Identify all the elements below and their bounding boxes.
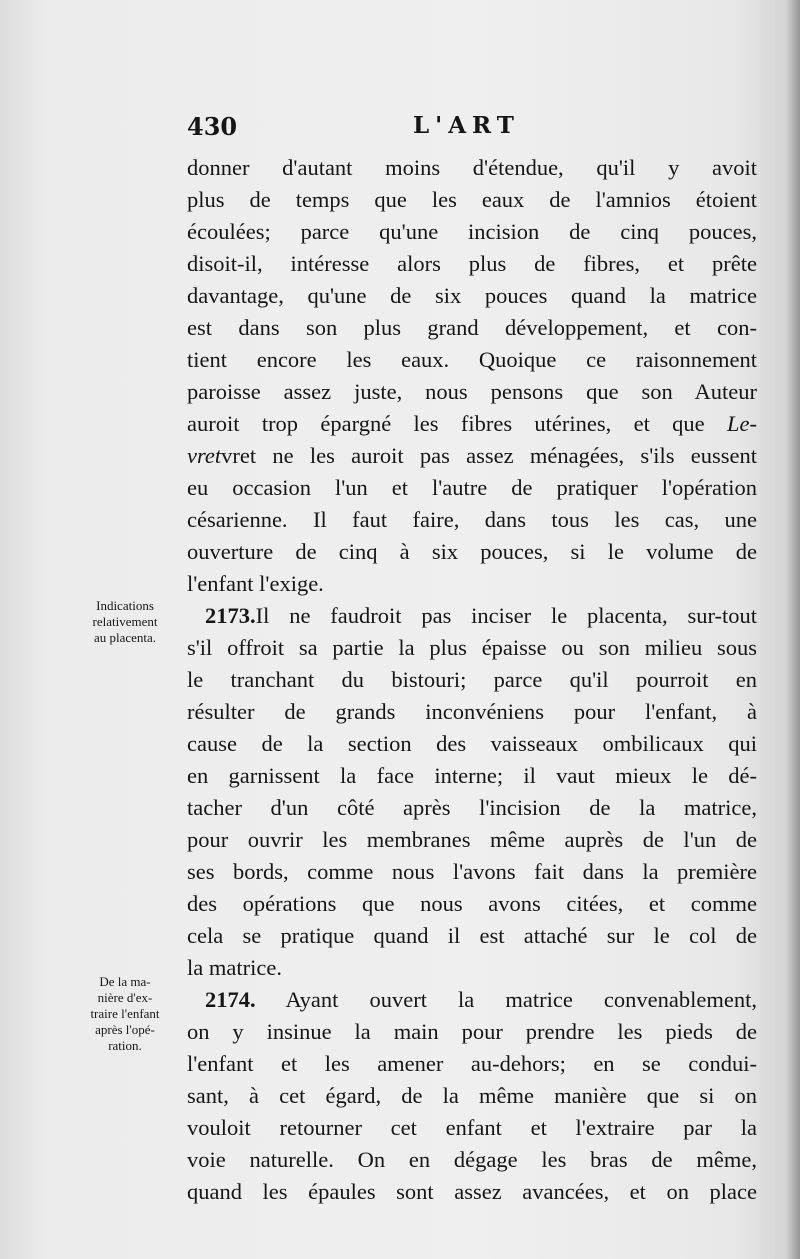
margin-note-line: traire l'enfant (90, 1006, 160, 1021)
page-number: 430 (187, 112, 238, 141)
text-line: cela se pratique quand il est attaché sur le col de (187, 923, 757, 948)
margin-note-line: nière d'ex- (97, 990, 153, 1005)
paragraph-2174-first-line (187, 984, 757, 1016)
text-line: donner d'autant moins d'étendue, qu'il y avoit (187, 155, 757, 180)
text-line: l'enfant et les amener au-dehors; en se condui- (187, 1051, 757, 1076)
text-line: l'enfant l'exige. (187, 571, 324, 596)
text-fragment: auroit trop épargné les fibres utérines, et que (187, 411, 705, 436)
text-line: cause de la section des vaisseaux ombilicaux qui (187, 731, 757, 756)
text-line: vouloit retourner cet enfant et l'extraire par la (187, 1115, 757, 1140)
text-line: écoulées; parce qu'une incision de cinq pouces, (187, 219, 757, 244)
text-line: paroisse assez juste, nous pensons que son Auteur (187, 379, 757, 404)
text-line: césarienne. Il faut faire, dans tous les cas, une (187, 507, 757, 532)
text-line: s'il offroit sa partie la plus épaisse ou son milieu sous (187, 635, 757, 660)
paragraph-2173-first-line (187, 600, 757, 632)
italic-author-name-cont: vret (187, 443, 222, 468)
margin-note-line: après l'opé- (95, 1022, 155, 1037)
text-fragment: Ayant ouvert la matrice convenablement, (285, 987, 757, 1012)
text-line: plus de temps que les eaux de l'amnios étoient (187, 187, 757, 212)
text-line: pour ouvrir les membranes même auprès de l'un de (187, 827, 757, 852)
text-line: tacher d'un côté après l'incision de la matrice, (187, 795, 757, 820)
text-line: quand les épaules sont assez avancées, et on place (187, 1179, 757, 1204)
text-fragment: vret ne les auroit pas assez ménagées, s'ils eussent (221, 443, 757, 468)
text-line: résulter de grands inconvéniens pour l'enfant, à (187, 699, 757, 724)
text-line-with-italic (187, 440, 757, 472)
text-line-with-italic (187, 408, 757, 440)
paragraph-number: 2173. (205, 603, 256, 628)
margin-note-line: au placenta. (93, 630, 157, 645)
text-line: en garnissent la face interne; il vaut mieux le dé- (187, 763, 757, 788)
text-line: sant, à cet égard, de la même manière que si on (187, 1083, 757, 1108)
text-line: des opérations que nous avons citées, et comme (187, 891, 757, 916)
text-line: ses bords, comme nous l'avons fait dans la première (187, 859, 757, 884)
text-line: le tranchant du bistouri; parce qu'il pourroit en (187, 667, 757, 692)
paragraph-number: 2174. (205, 987, 256, 1012)
margin-note-line: relativement (92, 614, 158, 629)
text-line: disoit-il, intéresse alors plus de fibres, et prête (187, 251, 757, 276)
text-fragment: Il ne faudroit pas inciser le placenta, sur-tout (255, 603, 757, 628)
running-head: L'ART (413, 112, 520, 139)
text-line: on y insinue la main pour prendre les pieds de (187, 1019, 757, 1044)
text-line: la matrice. (187, 955, 282, 980)
margin-note-line: ration. (108, 1038, 142, 1053)
text-line: voie naturelle. On en dégage les bras de même, (187, 1147, 757, 1172)
text-line: davantage, qu'une de six pouces quand la matrice (187, 283, 757, 308)
page-header (187, 112, 757, 146)
text-line: est dans son plus grand développement, et con- (187, 315, 757, 340)
margin-note-placenta (66, 598, 184, 646)
text-line: eu occasion l'un et l'autre de pratiquer l'opération (187, 475, 757, 500)
margin-note-extraction (66, 974, 184, 1054)
margin-note-line: Indications (96, 598, 154, 613)
italic-author-name: Le- (727, 411, 757, 436)
margin-note-line: De la ma- (99, 974, 151, 989)
text-line: ouverture de cinq à six pouces, si le volume de (187, 539, 757, 564)
page-gutter-shadow (786, 0, 800, 1259)
text-line: tient encore les eaux. Quoique ce raisonnement (187, 347, 757, 372)
